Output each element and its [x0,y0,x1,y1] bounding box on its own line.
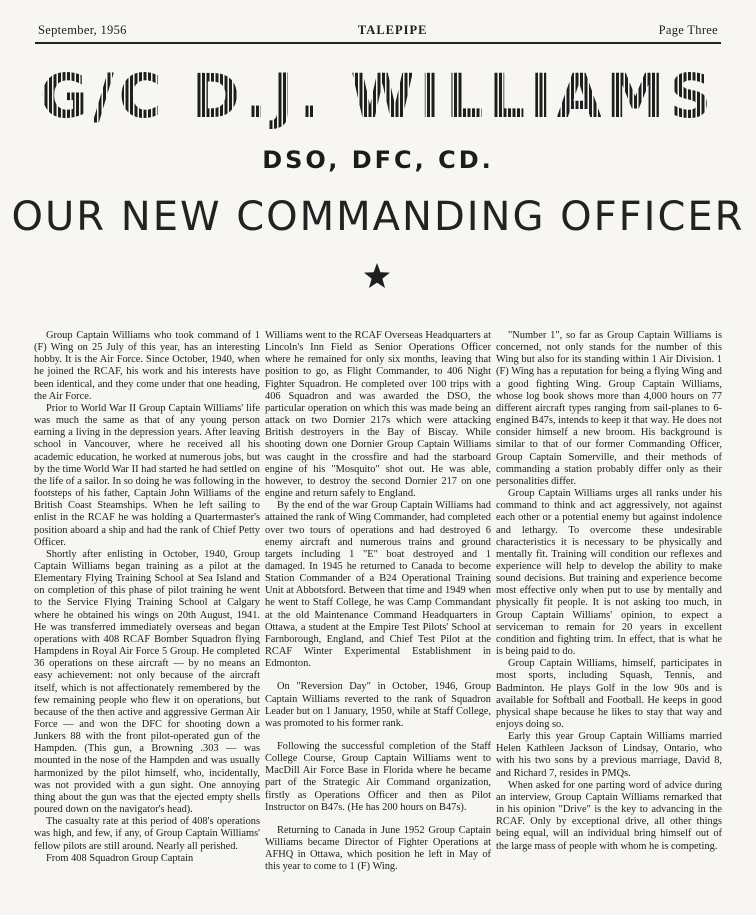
column-1 [34,330,260,874]
paragraph: Group Captain Williams who took command of 1 (F) Wing on 25 July of this year, has an interesting hobby. It is the Air Force. Since October, 1940, when he joined the RCAF, his work and his interests have been identical, and they come under that one heading, the Air Force. [34,330,260,402]
paragraph: By the end of the war Group Captain Williams had attained the rank of Wing Commander, had completed over two tours of operations and had destroyed 6 enemy aircraft and numerous trains and ground targets including 1 "E" boat destroyed and 1 damaged. In 1945 he returned to Canada to become Station Commander of a B24 Operational Training Unit at Abbotsford. Between that time and 1949 when he went to Staff College, he was Camp Commandant at the old Maintenance Command Headquarters in Ottawa, a student at the Empire Test Pilots' School at Farnborough, England, and Chief Test Pilot at the RCAF Winter Experimental Establishment in Edmonton. [265,500,491,670]
paragraph: When asked for one parting word of advice during an interview, Group Captain Williams remarked that in his opinion "Drive" is the key to advancing in the RCAF. Only by exceptional drive, all other things being equal, will an individual bring himself out of the large mass of people with whom he is competing. [496,779,722,852]
paragraph: Group Captain Williams, himself, participates in most sports, including Squash, Tennis, and Badminton. He plays Golf in the low 90s and is available for Softball and Football. He keeps in good physical shape because he likes to stay that way and enjoys doing so. [496,658,722,730]
paragraph: On "Reversion Day" in October, 1946, Group Captain Williams reverted to the rank of Squadron Leader but on 1 January, 1950, while at Staff College, was promoted to his former rank. [265,681,491,729]
column-3 [496,330,722,874]
paragraph: Returning to Canada in June 1952 Group Captain Williams became Director of Fighter Operations at AFHQ in Ottawa, which position he left in May of this year to come to 1 (F) Wing. [265,824,491,873]
paragraph: Williams went to the RCAF Overseas Headquarters at Lincoln's Inn Field as Senior Operations Officer where he remained for only six months, leaving that position to go, as Flight Commander, to 406 Night Fighter Squadron. He completed over 100 trips with 406 Squadron and was awarded the DSO, the particular operation on which this was made being an attack on two Dornier 217s which were attacking British destroyers in the Bay of Biscay. While shooting down one Dornier Group Captain Williams was caught in the crossfire and had the starboard engine of his "Mosquito" shot out. He was able, however, to destroy the second Dornier 217 on one engine and return safely to England. [265,330,491,500]
article-title-text: G/C D.J. WILLIAMS [40,60,716,132]
article-subtitle: OUR NEW COMMANDING OFFICER [11,194,745,240]
star-icon [363,262,391,290]
honours-line: DSO, DFC, CD. [262,146,494,174]
paragraph: "Number 1", so far as Group Captain Williams is concerned, not only stands for the number of this Wing but also for its standing within 1 Air Division. 1 (F) Wing has a reputation for being a flying Wing and a good fighting Wing. Group Captain Williams, whose log book shows more than 4,000 hours on 77 different aircraft types ranging from sail-planes to 6-engined B47s, intends to keep it that way. He does not consider himself a new broom. His background is similar to that of our former Commanding Officer, Group Captain Somerville, and their methods of commanding a station probably differ only as their personalities differ. [496,330,722,487]
publication-name: TALEPIPE [357,22,428,37]
header-rule [35,42,721,44]
paragraph: The casualty rate at this period of 408's operations was high, and few, if any, of Group Captain Williams' fellow pilots are still around. Nearly all perished. [34,816,260,852]
paragraph: From 408 Squadron Group Captain [46,852,194,864]
paragraph: Group Captain Williams urges all ranks under his command to think and act aggressively, not against each other or a potential enemy but against indolence and lethargy. To overcome these undesirable characteristics it is necessary to be physically and mentally fit. Training will condition our reflexes and experience will help to develop the ability to make sound decisions. But training and experience become most effective only when put to use by mentally and physically fit people. It is not asking too much, in Group Captain Williams' opinion, to expect a serviceman to remain for 20 years in excellent condition and fighting trim. In effect, that is what he is being paid to do. [496,488,722,658]
page-number: Page Three [658,22,718,37]
paragraph: Following the successful completion of the Staff College Course, Group Captain Williams went to MacDill Air Force Base in Florida where he became part of the Strategic Air Command organization, firstly as Operations Officer and then as Pilot Instructor on B47s. (He has 200 hours on B47s). [265,741,491,813]
issue-date: September, 1956 [38,22,127,37]
paragraph: Early this year Group Captain Williams married Helen Kathleen Jackson of Lindsay, Ontario, who with his two sons by a previous marriage, David 8, and Richard 7, resides in PMQs. [496,731,722,779]
column-2 [265,330,491,874]
page-header [38,20,718,40]
paragraph: Prior to World War II Group Captain Williams' life was much the same as that of any young person earning a living in the depression years. After leaving school in Vancouver, where he received all his academic education, he worked at numerous jobs, but by the time World War II had started he had settled on the life of a sailor. In so doing he was following in the footsteps of his father, Captain John Williams of the British Coast Steamships. When he left sailing to enlist in the RCAF he was holding a Quartermaster's position aboard a ship and had the rank of Chief Petty Officer. [34,402,260,548]
article-title [0,60,756,131]
article-body [34,330,722,874]
paragraph: Shortly after enlisting in October, 1940, Group Captain Williams began training as a pilot at the Elementary Flying Training School at Sea Island and on completion of this phase of pilot training he went to the Service Flying Training School at Calgary where he obtained his wings on 20th August, 1941. He was transferred immediately overseas and began operations with 408 RCAF Bomber Squadron flying Hampdens in Royal Air Force 5 Group. He completed 36 operations on these aircraft — by no means an easy achievement: not only because of the aircraft itself, which is not affectionately remembered by the few remaining people who flew it on operations, but because of the then active and aggressive German Air Force — and won the DFC for shooting down a Junkers 88 with the front pilot-operated gun of the Hampden. (This gun, a Browning .303 — was mounted in the nose of the Hampden and was usually harmonized by the pilot himself, who, incidentally, was not provided with a gun sight. One annoying thing about the gun was that the ejected empty shells poured down on the navigator's head). [34,548,260,816]
